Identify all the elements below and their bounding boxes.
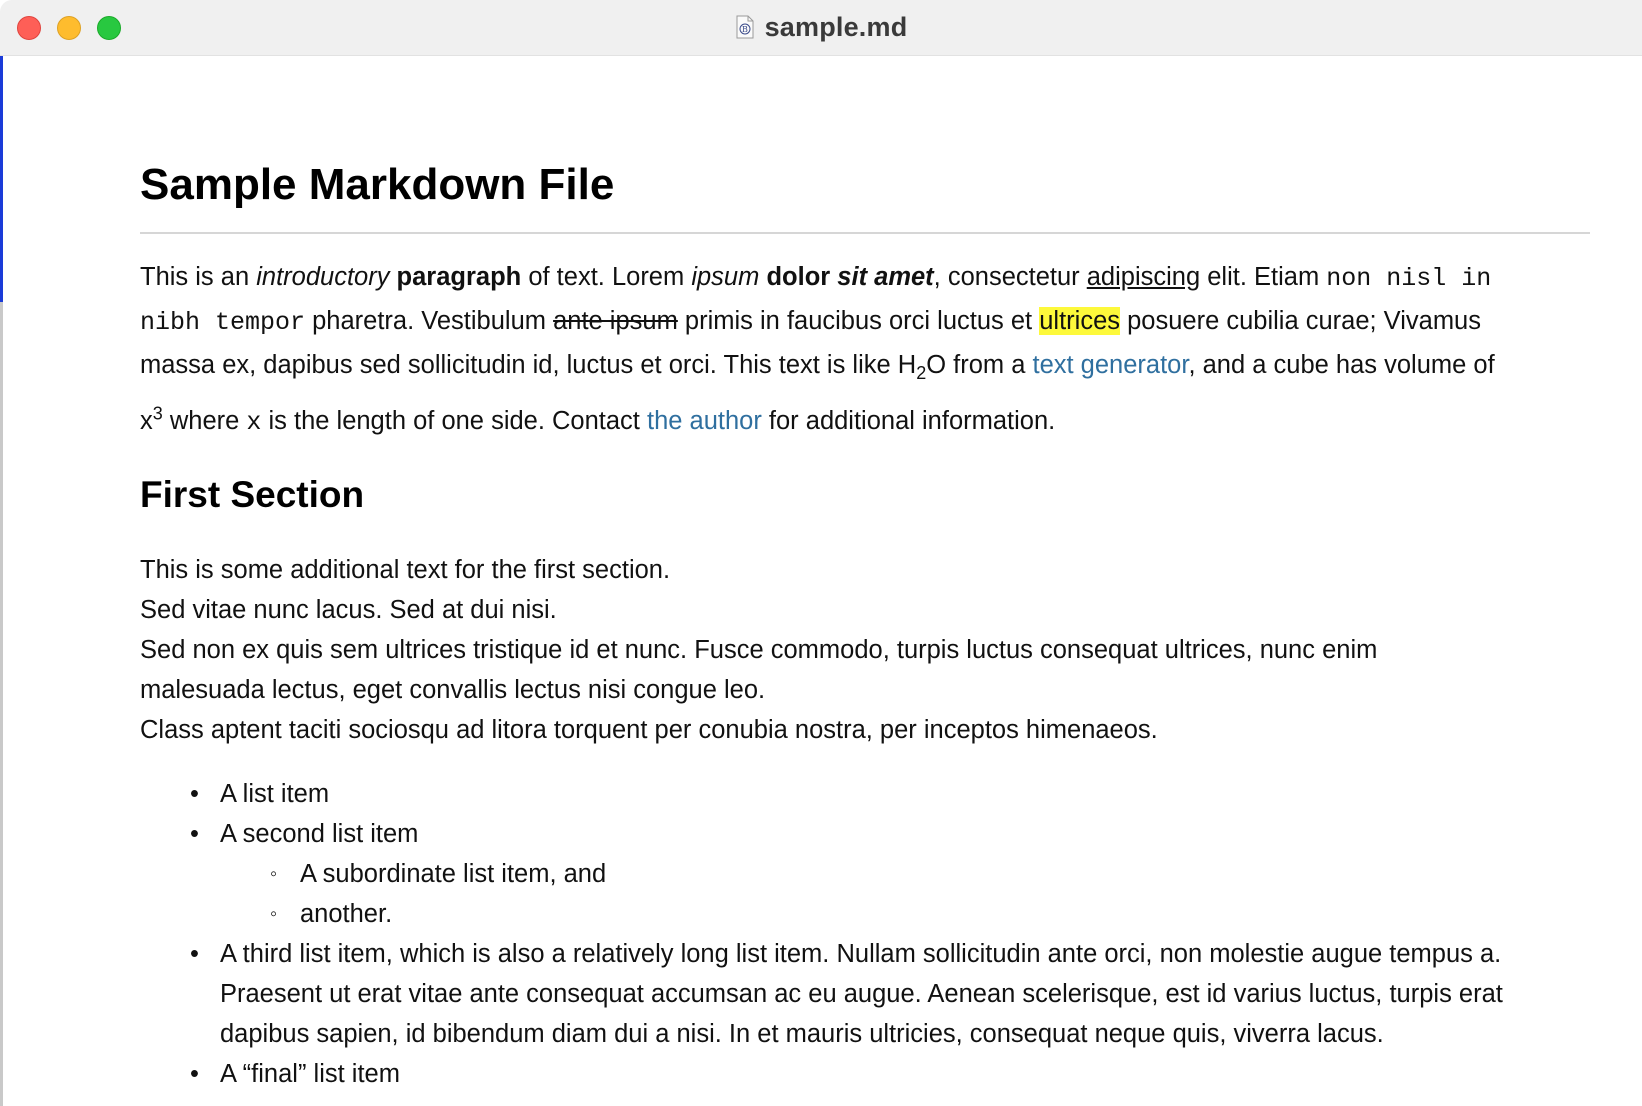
sub-list-item-text: another. xyxy=(300,900,393,928)
document-title: Sample Markdown File xyxy=(140,140,1590,234)
intro-text: pharetra. Vestibulum xyxy=(305,307,554,335)
intro-italic-text: introductory xyxy=(256,263,390,291)
bullet-icon: • xyxy=(190,1060,199,1088)
window-edge-strip xyxy=(0,48,3,1106)
intro-line-2 xyxy=(140,300,1590,344)
list-item-text: A “final” list item xyxy=(220,1060,400,1088)
intro-subscript: 2 xyxy=(916,363,927,384)
svg-text:B: B xyxy=(741,25,748,34)
intro-line-4 xyxy=(140,400,1590,444)
intro-text: is the length of one side. Contact xyxy=(261,407,647,435)
sub-list-item-text: A subordinate list item, and xyxy=(300,860,607,888)
intro-bold-italic-text: sit amet xyxy=(837,263,934,291)
intro-text: primis in faucibus orci luctus et xyxy=(677,307,1040,335)
intro-text: posuere cubilia curae; Vivamus xyxy=(1120,307,1481,335)
bullet-list xyxy=(140,774,1590,1094)
author-link[interactable]: the author xyxy=(646,407,762,435)
hollow-bullet-icon: ◦ xyxy=(270,903,278,925)
intro-superscript: 3 xyxy=(152,403,163,424)
intro-text: , and a cube has volume of xyxy=(1188,351,1495,379)
intro-text: x xyxy=(140,407,153,435)
intro-text: O from a xyxy=(926,351,1033,379)
intro-bold-text: paragraph xyxy=(396,263,522,291)
intro-inline-code: nibh tempor xyxy=(140,308,306,337)
intro-italic-text: ipsum xyxy=(691,263,760,291)
intro-underlined-text: adipiscing xyxy=(1086,263,1201,291)
sub-list xyxy=(220,854,1590,934)
markdown-document-icon xyxy=(735,15,755,39)
section-line: malesuada lectus, eget convallis lectus nisi congue leo. xyxy=(140,676,766,704)
list-item xyxy=(190,934,1590,1054)
intro-text: , consectetur xyxy=(933,263,1087,291)
list-item xyxy=(190,814,1590,934)
section-line: This is some additional text for the first section. xyxy=(140,556,671,584)
sub-list-item xyxy=(270,854,1590,894)
intro-line-3 xyxy=(140,344,1590,386)
intro-highlighted-text: ultrices xyxy=(1039,307,1121,335)
section-line: Sed vitae nunc lacus. Sed at dui nisi. xyxy=(140,596,557,624)
list-item-text: A list item xyxy=(220,780,330,808)
intro-text: for additional information. xyxy=(761,407,1056,435)
intro-inline-code: x xyxy=(246,408,262,437)
intro-text: massa ex, dapibus sed sollicitudin id, luctus et orci. This text is like H xyxy=(140,351,917,379)
section-paragraph xyxy=(140,550,1590,750)
intro-paragraph xyxy=(140,256,1590,444)
text-generator-link[interactable]: text generator xyxy=(1032,351,1189,379)
list-item xyxy=(190,774,1590,814)
sub-list-item xyxy=(270,894,1590,934)
section-line: Sed non ex quis sem ultrices tristique id et nunc. Fusce commodo, turpis luctus consequat ultrices, nunc enim xyxy=(140,636,1378,664)
section-line: Class aptent taciti sociosqu ad litora torquent per conubia nostra, per inceptos himenaeos. xyxy=(140,716,1158,744)
list-item-text: A third list item, which is also a relatively long list item. Nullam sollicitudin ante orci, non molestie augue tempus a. Praesent ut erat vitae ante consequat accumsan ac eu augue. Aenean scelerisque, est id varius luctus, turpis erat dapibus sapien, id bibendum diam dui a nisi. In et mauris ultricies, consequat neque quis, viverra lacus. xyxy=(220,940,1503,1048)
hollow-bullet-icon: ◦ xyxy=(270,863,278,885)
title-bar[interactable] xyxy=(0,0,1642,56)
bullet-icon: • xyxy=(190,820,199,848)
intro-bold-text: dolor xyxy=(766,263,831,291)
intro-text: where xyxy=(162,407,247,435)
intro-text: of text. Lorem xyxy=(521,263,692,291)
window-title-group xyxy=(0,12,1642,42)
section-heading: First Section xyxy=(140,474,365,515)
intro-text: elit. Etiam xyxy=(1200,263,1327,291)
window-title: sample.md xyxy=(764,11,908,42)
bullet-icon: • xyxy=(190,940,199,968)
intro-text xyxy=(389,263,396,291)
list-item xyxy=(190,1054,1590,1094)
intro-strikethrough-text: ante ipsum xyxy=(553,307,678,335)
bullet-icon: • xyxy=(190,780,199,808)
document-content xyxy=(140,140,1590,1094)
intro-text: This is an xyxy=(140,263,257,291)
list-item-text: A second list item xyxy=(220,820,419,848)
intro-inline-code: non nisl in xyxy=(1326,264,1492,293)
